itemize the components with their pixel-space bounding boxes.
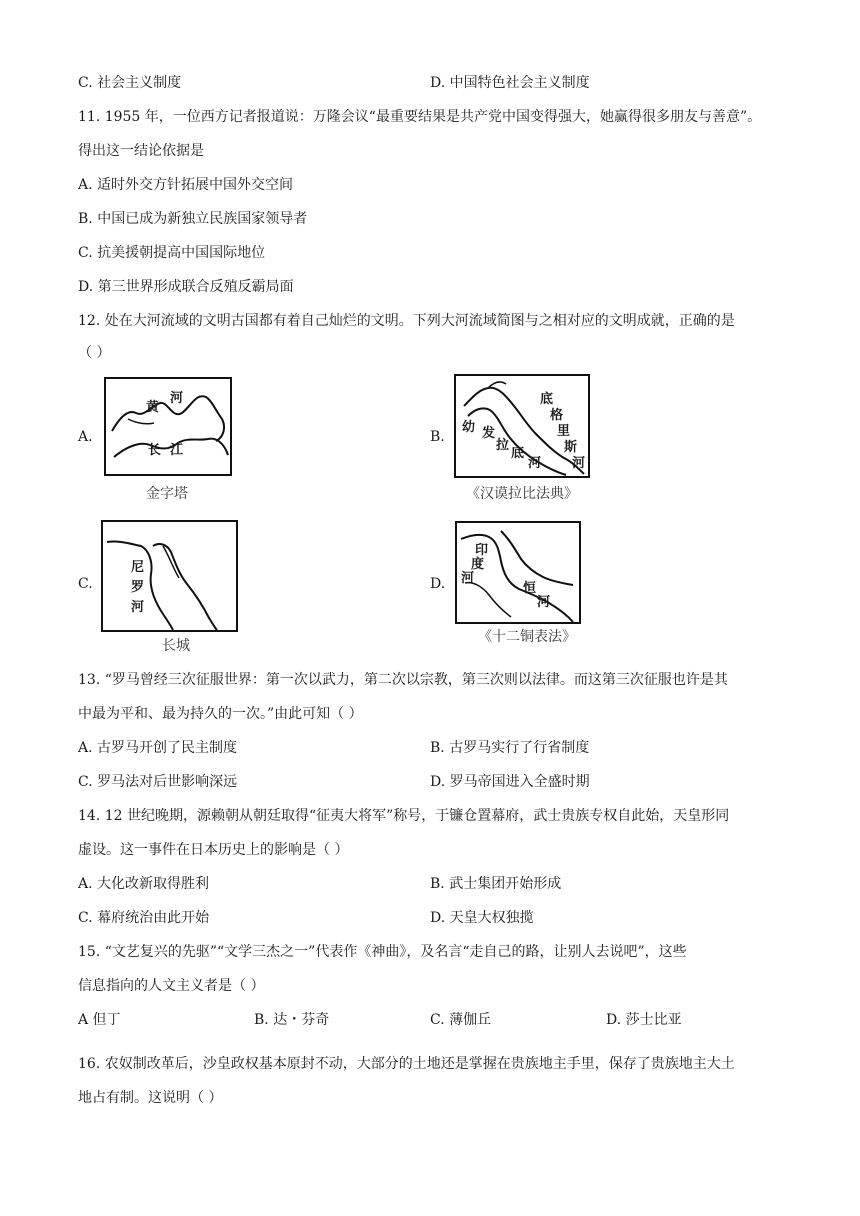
river-sketch-a bbox=[106, 379, 230, 474]
q11-option-c: C. 抗美援朝提高中国国际地位 bbox=[78, 245, 266, 261]
map-b-label: 河 bbox=[528, 456, 542, 471]
map-b-label: 发 bbox=[482, 426, 496, 441]
q13-option-c: C. 罗马法对后世影响深远 bbox=[78, 774, 238, 790]
map-a-label: 黄 bbox=[146, 400, 160, 415]
q14-option-d: D. 天皇大权独揽 bbox=[430, 910, 534, 926]
map-a-label: 河 bbox=[170, 391, 184, 406]
q12-map-c bbox=[101, 520, 238, 632]
map-b-label: 底 bbox=[540, 392, 554, 407]
q12-map-c-caption: 长城 bbox=[162, 638, 190, 654]
q13-stem-line1: 13. “罗马曾经三次征服世界：第一次以武力，第二次以宗教，第三次则以法律。而这第三次征服也许是其 bbox=[78, 672, 728, 688]
map-d-label: 度 bbox=[471, 557, 485, 572]
map-b-label: 里 bbox=[557, 424, 571, 439]
map-d-label: 恒 bbox=[523, 581, 537, 596]
q15-option-c: C. 薄伽丘 bbox=[430, 1012, 492, 1028]
map-b-label: 斯 bbox=[564, 440, 578, 455]
map-b-label: 格 bbox=[550, 408, 564, 423]
q15-option-d: D. 莎士比亚 bbox=[606, 1012, 682, 1028]
q15-stem-line1: 15. “文艺复兴的先驱”“文学三杰之一”代表作《神曲》，及名言“走自己的路，让别人去说吧”，这些 bbox=[78, 944, 687, 960]
q14-option-b: B. 武士集团开始形成 bbox=[430, 876, 562, 892]
map-a-label: 长 bbox=[148, 443, 162, 458]
q10-option-c: C. 社会主义制度 bbox=[78, 75, 182, 91]
q13-stem-line2: 中最为平和、最为持久的一次。”由此可知（ ） bbox=[78, 706, 363, 722]
q14-stem-line2: 虚设。这一事件在日本历史上的影响是（ ） bbox=[78, 842, 349, 858]
q13-option-a: A. 古罗马开创了民主制度 bbox=[78, 740, 238, 756]
map-b-label: 底 bbox=[511, 446, 525, 461]
q11-option-b: B. 中国已成为新独立民族国家领导者 bbox=[78, 211, 308, 227]
q12-stem-line2: （ ） bbox=[78, 345, 111, 361]
q13-option-d: D. 罗马帝国进入全盛时期 bbox=[430, 774, 590, 790]
map-d-label: 河 bbox=[537, 595, 551, 610]
map-d-label: 河 bbox=[461, 571, 475, 586]
q11-option-d: D. 第三世界形成联合反殖反霸局面 bbox=[78, 279, 294, 295]
map-d-label: 印 bbox=[475, 543, 489, 558]
q14-option-c: C. 幕府统治由此开始 bbox=[78, 910, 210, 926]
q12-map-b bbox=[454, 374, 590, 478]
q16-stem-line2: 地占有制。这说明（ ） bbox=[78, 1090, 223, 1106]
q12-option-c-letter: C. bbox=[78, 576, 93, 592]
q11-stem-line1: 11. 1955 年，一位西方记者报道说：万隆会议“最重要结果是共产党中国变得强大，她赢得很多朋友与善意”。 bbox=[78, 109, 762, 125]
map-c-label: 尼 bbox=[131, 560, 145, 575]
q15-stem-line2: 信息指向的人文主义者是（ ） bbox=[78, 978, 265, 994]
q16-stem-line1: 16. 农奴制改革后，沙皇政权基本原封不动，大部分的土地还是掌握在贵族地主手里，保存了贵族地主大土 bbox=[78, 1056, 735, 1072]
q15-option-b: B. 达・芬奇 bbox=[254, 1012, 330, 1028]
q12-option-a-letter: A. bbox=[78, 429, 93, 445]
q12-option-d-letter: D. bbox=[430, 576, 446, 592]
q12-map-a-caption: 金字塔 bbox=[146, 486, 188, 502]
q14-option-a: A. 大化改新取得胜利 bbox=[78, 876, 210, 892]
q12-map-a bbox=[104, 377, 232, 476]
q11-option-a: A. 适时外交方针拓展中国外交空间 bbox=[78, 177, 294, 193]
q12-map-d-caption: 《十二铜表法》 bbox=[478, 629, 576, 645]
q14-stem-line1: 14. 12 世纪晚期，源赖朝从朝廷取得“征夷大将军”称号，于镰仓置幕府，武士贵族专权自此始，天皇形同 bbox=[78, 808, 730, 824]
q12-stem-line1: 12. 处在大河流域的文明古国都有着自己灿烂的文明。下列大河流域简图与之相对应的文明成就，正确的是 bbox=[78, 313, 735, 329]
map-c-label: 河 bbox=[131, 600, 145, 615]
map-a-label: 江 bbox=[170, 443, 184, 458]
q13-option-b: B. 古罗马实行了行省制度 bbox=[430, 740, 590, 756]
river-sketch-d bbox=[457, 523, 579, 622]
q15-option-a: A 但丁 bbox=[78, 1012, 121, 1028]
map-b-label: 河 bbox=[572, 456, 586, 471]
map-b-label: 拉 bbox=[496, 438, 510, 453]
q12-map-b-caption: 《汉谟拉比法典》 bbox=[466, 486, 578, 502]
q12-map-d bbox=[455, 521, 581, 624]
q11-stem-line2: 得出这一结论依据是 bbox=[78, 143, 204, 159]
q12-option-b-letter: B. bbox=[430, 429, 445, 445]
map-c-label: 罗 bbox=[131, 580, 145, 595]
river-sketch-c bbox=[103, 522, 236, 630]
map-b-label: 幼 bbox=[462, 420, 476, 435]
q10-option-d: D. 中国特色社会主义制度 bbox=[430, 75, 590, 91]
